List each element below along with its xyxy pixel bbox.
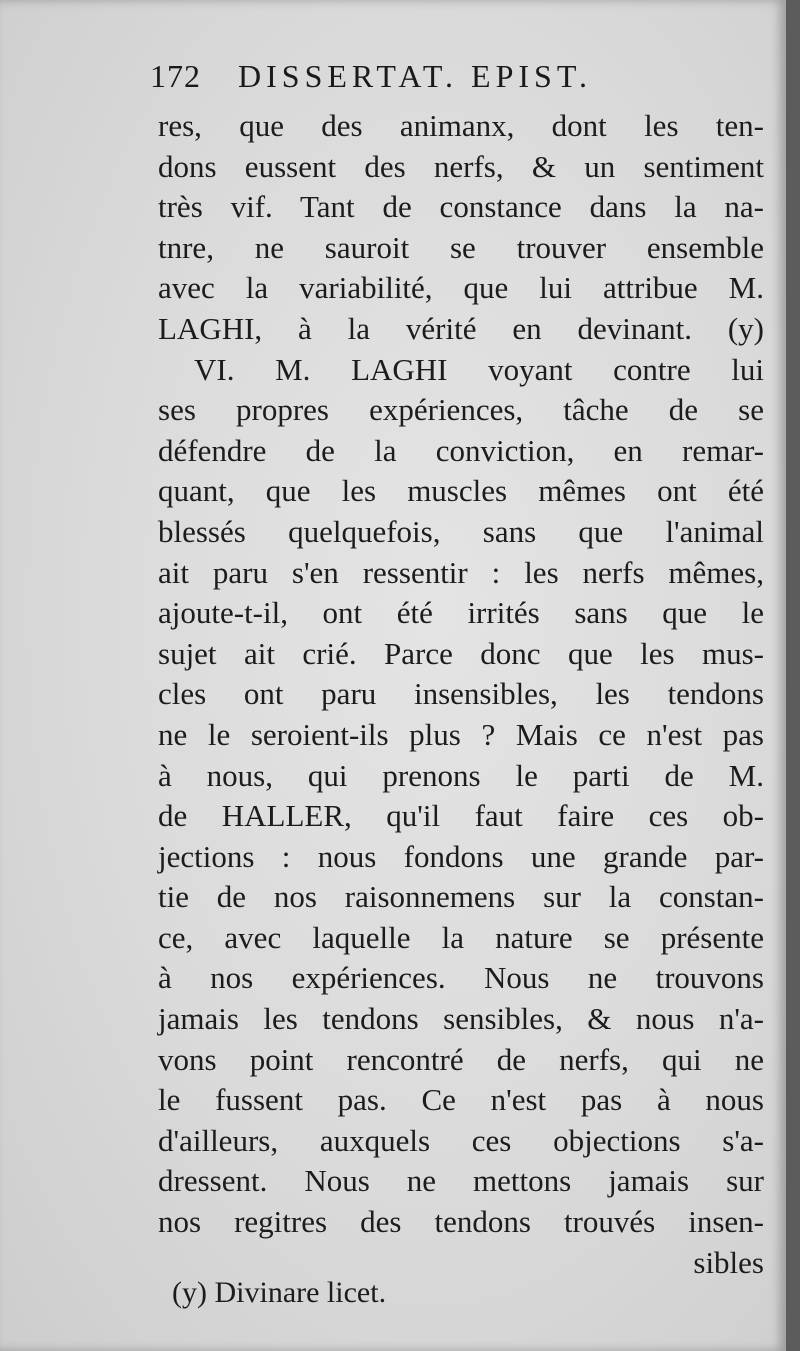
text-line: cles ont paru insensibles, les tendons [158,676,764,712]
text-line: ce, avec laquelle la nature se présente [158,919,764,955]
text-line: de HALLER, qu'il faut faire ces ob- [158,798,764,834]
running-title: DISSERTAT. EPIST. [238,58,593,94]
text-line: jamais les tendons sensibles, & nous n'a- [158,1001,764,1037]
text-line: à nos expériences. Nous ne trouvons [158,960,764,996]
catchword: sibles [693,1244,764,1280]
footnote: (y) Divinare licet. [172,1276,387,1309]
text-line: ne le seroient-ils plus ? Mais ce n'est pas [158,716,764,752]
text-line: dons eussent des nerfs, & un sentiment [158,148,764,184]
text-line: blessés quelquefois, sans que l'animal [158,513,764,549]
text-line: quant, que les muscles mêmes ont été [158,473,764,509]
text-line: vons point rencontré de nerfs, qui ne [158,1041,764,1077]
text-line: LAGHI, à la vérité en devinant. (y) [158,310,764,346]
body-text [158,106,764,1283]
page-header [150,58,710,102]
text-line: d'ailleurs, auxquels ces objections s'a- [158,1122,764,1158]
page-number: 172 [150,58,201,94]
text-line: ajoute-t-il, ont été irrités sans que le [158,595,764,631]
text-line: sujet ait crié. Parce donc que les mus- [158,635,764,671]
text-line: dressent. Nous ne mettons jamais sur [158,1163,764,1199]
text-line: avec la variabilité, que lui attribue M. [158,270,764,306]
text-line: nos regitres des tendons trouvés insen- [158,1204,764,1240]
text-line: jections : nous fondons une grande par- [158,838,764,874]
text-line: ses propres expériences, tâche de se [158,392,764,428]
text-line: VI. M. LAGHI voyant contre lui [194,351,764,387]
text-line: ait paru s'en ressentir : les nerfs mêmes, [158,554,764,590]
text-line: tie de nos raisonnemens sur la constan- [158,879,764,915]
text-line: le fussent pas. Ce n'est pas à nous [158,1082,764,1118]
text-line: à nous, qui prenons le parti de M. [158,757,764,793]
text-line: très vif. Tant de constance dans la na- [158,189,764,225]
text-line: tnre, ne sauroit se trouver ensemble [158,229,764,265]
text-line: res, que des animanx, dont les ten- [158,108,764,143]
text-line: défendre de la conviction, en remar- [158,432,764,468]
